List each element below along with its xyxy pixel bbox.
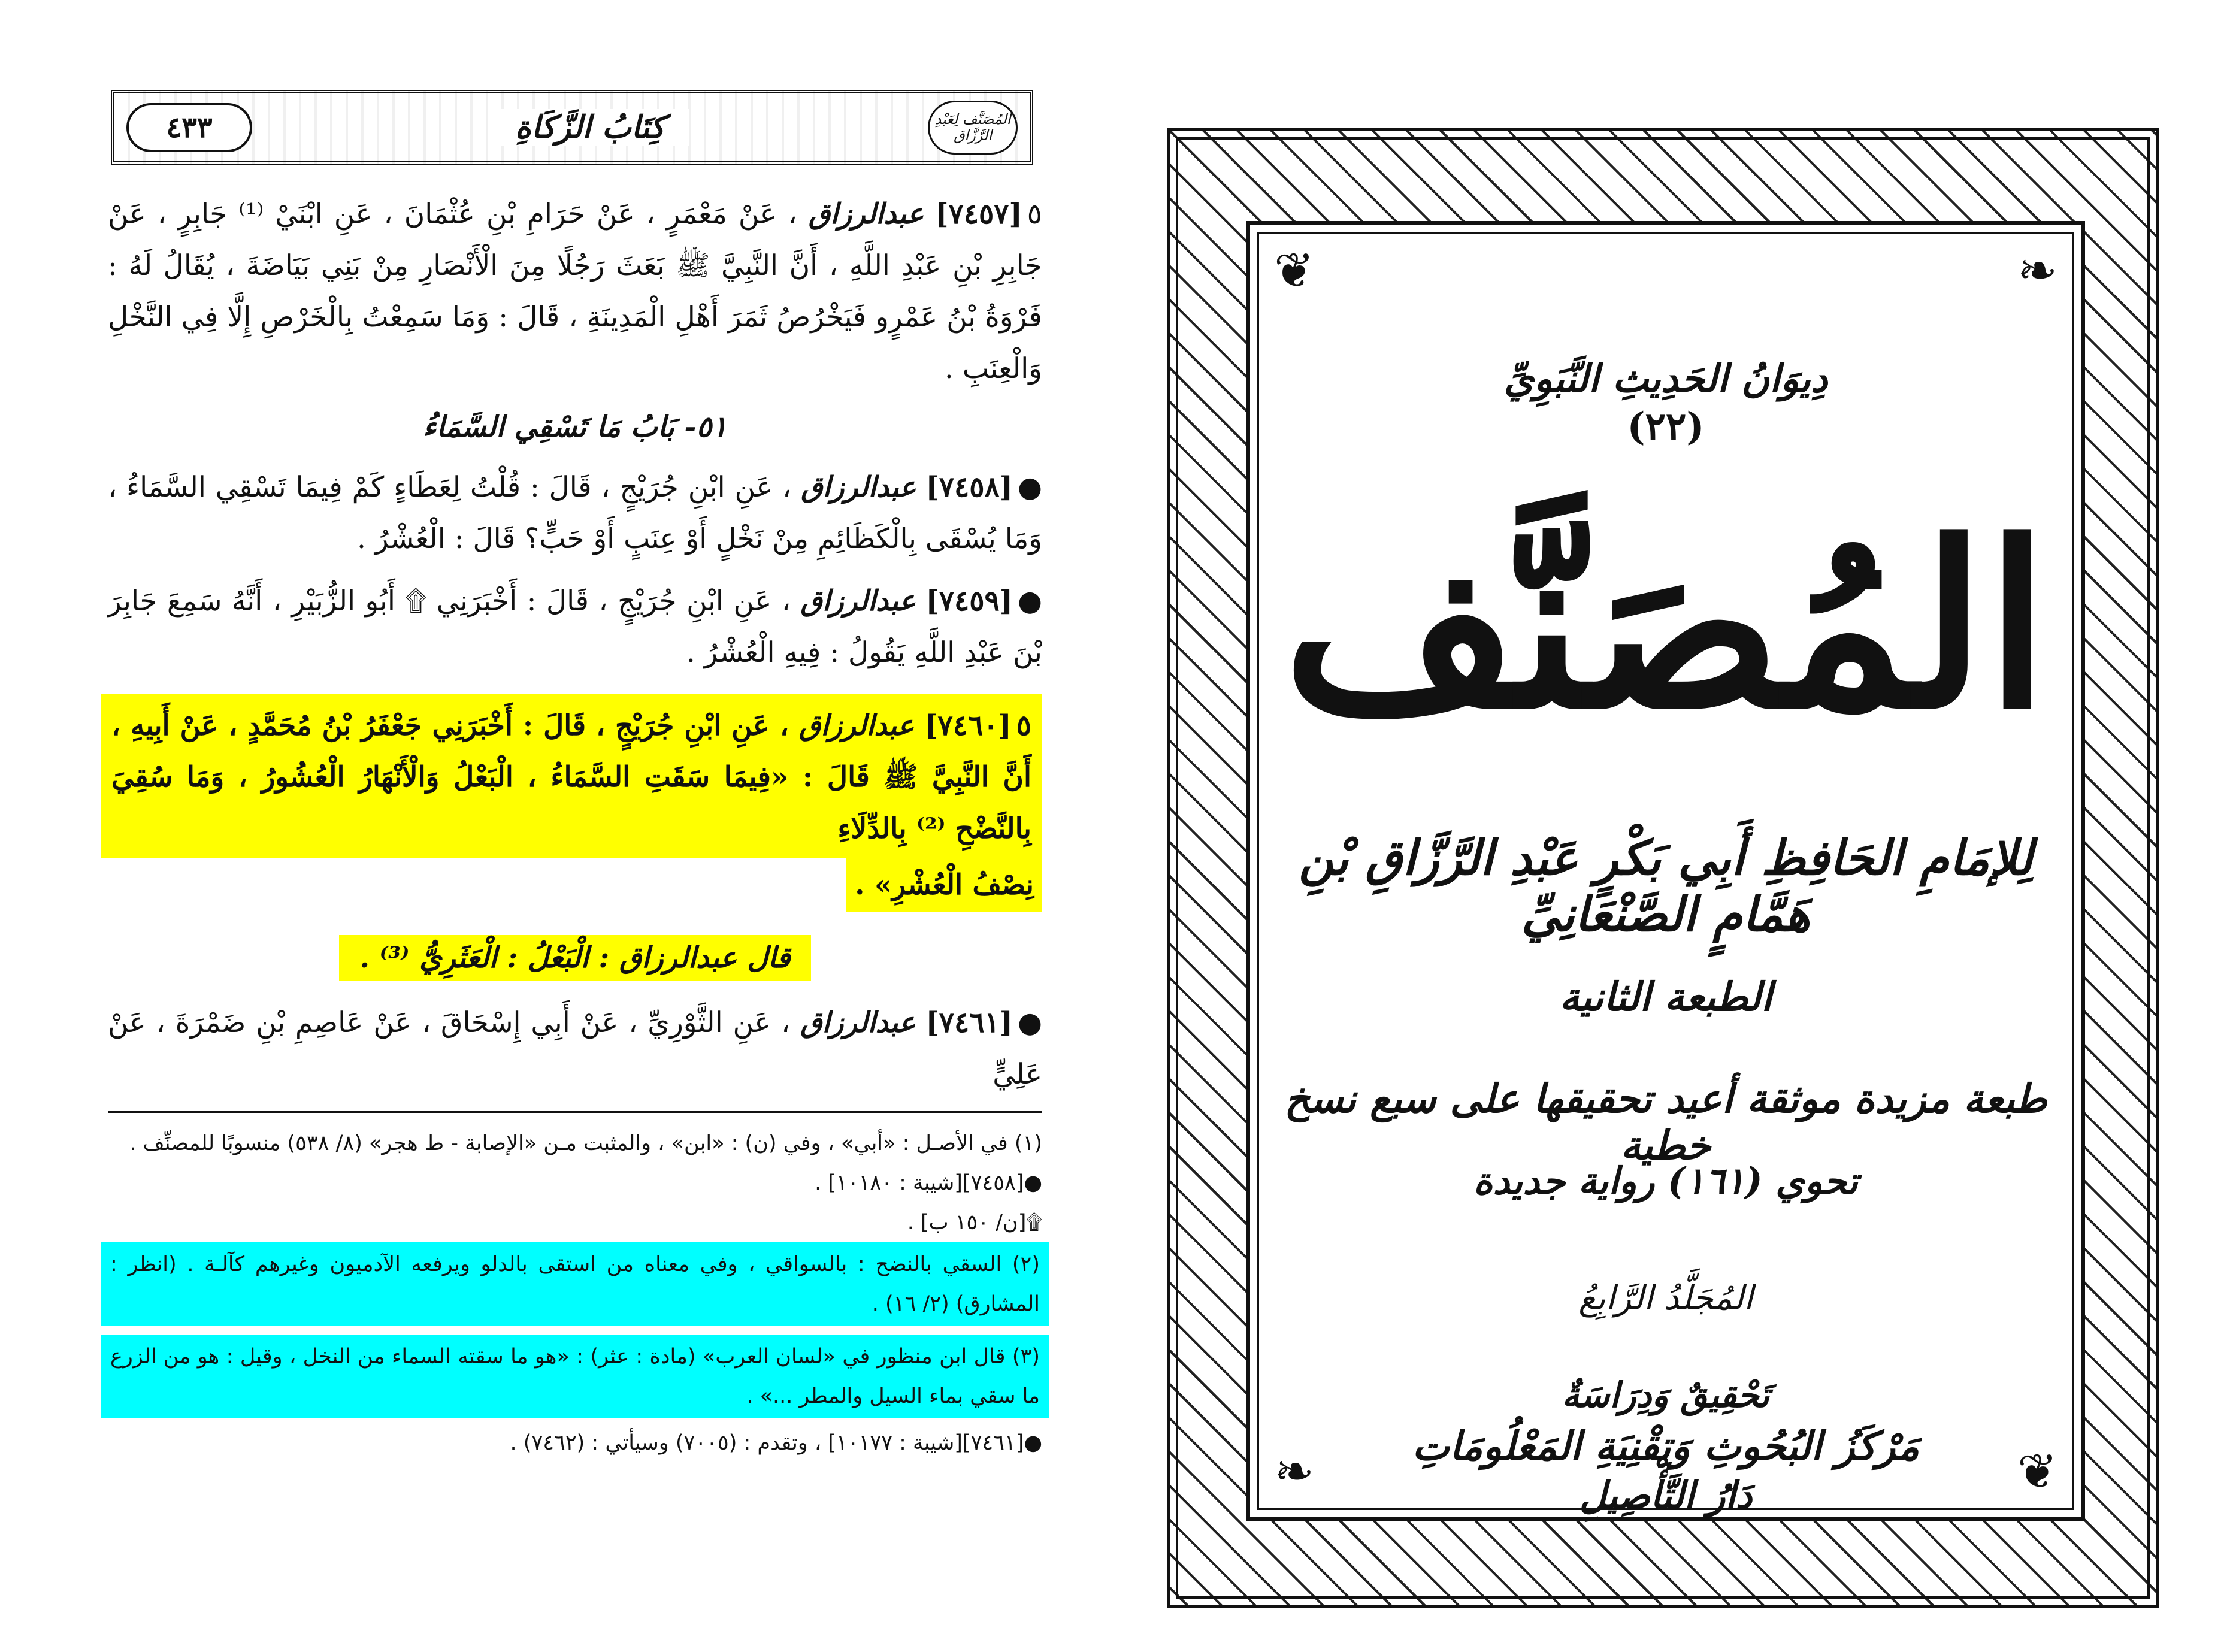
page-header [111,90,1033,165]
footnote-divider [108,1111,1042,1113]
page-number: ٤٣٣ [126,103,252,152]
hadith-7457: ٥[٧٤٥٧] عبدالرزاق ، عَنْ مَعْمَرٍ ، عَنْ حَرَامِ بْنِ عُثْمَانَ ، عَنِ ابْنَيْ ⁽¹⁾ جَابِرٍ ، عَنْ جَابِرِ بْنِ عَبْدِ اللَّهِ ، أَنَّ النَّبِيَّ ﷺ بَعَثَ رَجُلًا مِنَ الْأَنْصَارِ مِنْ بَنِي بَيَاضَةَ ، يُقَالُ لَهُ : فَرْوَةُ بْنُ عَمْرٍو فَيَخْرُصُ ثَمَرَ أَهْلِ الْمَدِينَةِ ، قَالَ : وَمَا سَمِعْتُ بِالْخَرْصِ إِلَّا فِي النَّخْلِ وَالْعِنَبِ . [108,198,1042,385]
series-number: (٢٢) [1627,404,1705,449]
publisher: دَارُ التَّأْصِيلِ [1579,1474,1753,1517]
source-7458: ●[٧٤٥٨][شيبة : ١٠١٨٠] . [815,1171,1042,1195]
author-name: لِلإمَامِ الحَافِظِ أَبِي بَكْرٍ عَبْدِ الرَّزَّاقِ بْنِ هَمَّامٍ الصَّنْعَانِيِّ [1299,830,2033,942]
highlighted-hadith-7460: ٥[٧٤٦٠] عبدالرزاق ، عَنِ ابْنِ جُرَيْجٍ ، قَالَ : أَخْبَرَنِي جَعْفَرُ بْنُ مُحَمَّدٍ ، عَنْ أَبِيهِ ، أَنَّ النَّبِيَّ ﷺ قَالَ : «فِيمَا سَقَتِ السَّمَاءُ ، الْبَعْلُ وَالْأَنْهَارُ الْعُشُورُ ، وَمَا سُقِيَ بِالنَّضْحِ ⁽²⁾ بِالدِّلَاءِ نِصْفُ الْعُشْرِ» . قال عبدالرزاق : الْبَعْلُ : الْعَثَرِيُّ ⁽³⁾ . [108,694,1042,981]
cover-panel [1246,221,2085,1521]
book-page [90,90,1048,1587]
hadith-7459: ●[٧٤٥٩] عبدالرزاق ، عَنِ ابْنِ جُرَيْجٍ ، قَالَ : أَخْبَرَنِي ۩ أَبُو الزُّبَيْرِ ، أَنَّهُ سَمِعَ جَابِرَ بْنَ عَبْدِ اللَّهِ يَقُولُ : فِيهِ الْعُشْرُ . [108,585,1042,669]
source-7461: ●[٧٤٦١][شيبة : ١٠١٧٧] ، وتقدم : (٧٠٠٥) وسيأتي : (٧٤٦٢) . [510,1431,1042,1455]
book-title: كِتَابُ الزَّكَاةِ [491,109,689,146]
edition: الطبعة الثانية [1559,973,1772,1020]
fleuron-icon: ❦ [1274,243,1315,298]
emblem-logo: المُصَنَّف لِعَبْدِ الرَّزَّاق [928,101,1018,155]
hadith-7460-tail: نِصْفُ الْعُشْرِ» . [846,858,1042,912]
footnote-3: (٣) قال ابن منظور في «لسان العرب» (مادة : عثر) : «هو ما سقته السماء من النخل ، وقيل : هو من الزرع ما سقي بماء السيل والمطر ...» . [101,1335,1049,1418]
folio-note: ۩[ن/ ١٥٠ ب] . [907,1211,1042,1235]
new-narrations-count: تحوي (١٦١) رواية جديدة [1473,1159,1858,1203]
series-title: دِيوَانُ الحَدِيثِ النَّبَوِيِّ [1503,356,1828,401]
hadith-7458: ●[٧٤٥٨] عبدالرزاق ، عَنِ ابْنِ جُرَيْجٍ ، قَالَ : قُلْتُ لِعَطَاءٍ كَمْ فِيمَا تَسْقِي السَّمَاءُ ، وَمَا يُسْقَى بِالْكَظَائِمِ مِنْ نَخْلٍ أَوْ عِنَبٍ أَوْ حَبٍّ؟ قَالَ : الْعُشْرُ . [108,471,1042,555]
hadith-7460-qal: قال عبدالرزاق : الْبَعْلُ : الْعَثَرِيُّ ⁽³⁾ . [339,935,810,981]
fleuron-icon: ❧ [1274,1444,1315,1499]
hadith-7461: ●[٧٤٦١] عبدالرزاق ، عَنِ الثَّوْرِيِّ ، عَنْ أَبِي إِسْحَاقَ ، عَنْ عَاصِمِ بْنِ ضَمْرَةَ ، عَنْ عَلِيٍّ [108,1006,1042,1091]
fleuron-icon: ❦ [2017,1444,2057,1499]
title-page-cover [1167,128,2159,1608]
chapter-heading: ٥١- بَابُ مَا تَسْقِي السَّمَاءُ [422,410,728,444]
edition-description: طبعة مزيدة موثقة أعيد تحقيقها على سبع نسخ خطية [1284,1075,2047,1169]
research-center: مَرْكَزُ البُحُوثِ وَتِقْنِيَةِ المَعْلُومَاتِ [1412,1423,1920,1469]
footnote-2: (٢) السقي بالنضح : بالسواقي ، وفي معناه من استقى بالدلو ويرفعه الآدميون وغيرهم كآلـة . (انظر : المشارق) (٢/ ١٦) . [101,1242,1049,1326]
main-title: المُصَنَّف [1282,492,2049,760]
volume-label: المُجَلَّدُ الرَّابِعُ [1578,1279,1753,1318]
footnote-1: (١) في الأصـل : «أبي» ، وفي (ن) : «ابن» ، والمثبت مـن «الإصابة - ط هجر» (٨/ ٥٣٨) منسوبًا للمصنِّف . [129,1131,1042,1155]
tahqiq-label: تَحْقِيقٌ وَدِرَاسَةٌ [1562,1375,1770,1415]
fleuron-icon: ❧ [2017,243,2057,298]
text-body [108,189,1042,1463]
